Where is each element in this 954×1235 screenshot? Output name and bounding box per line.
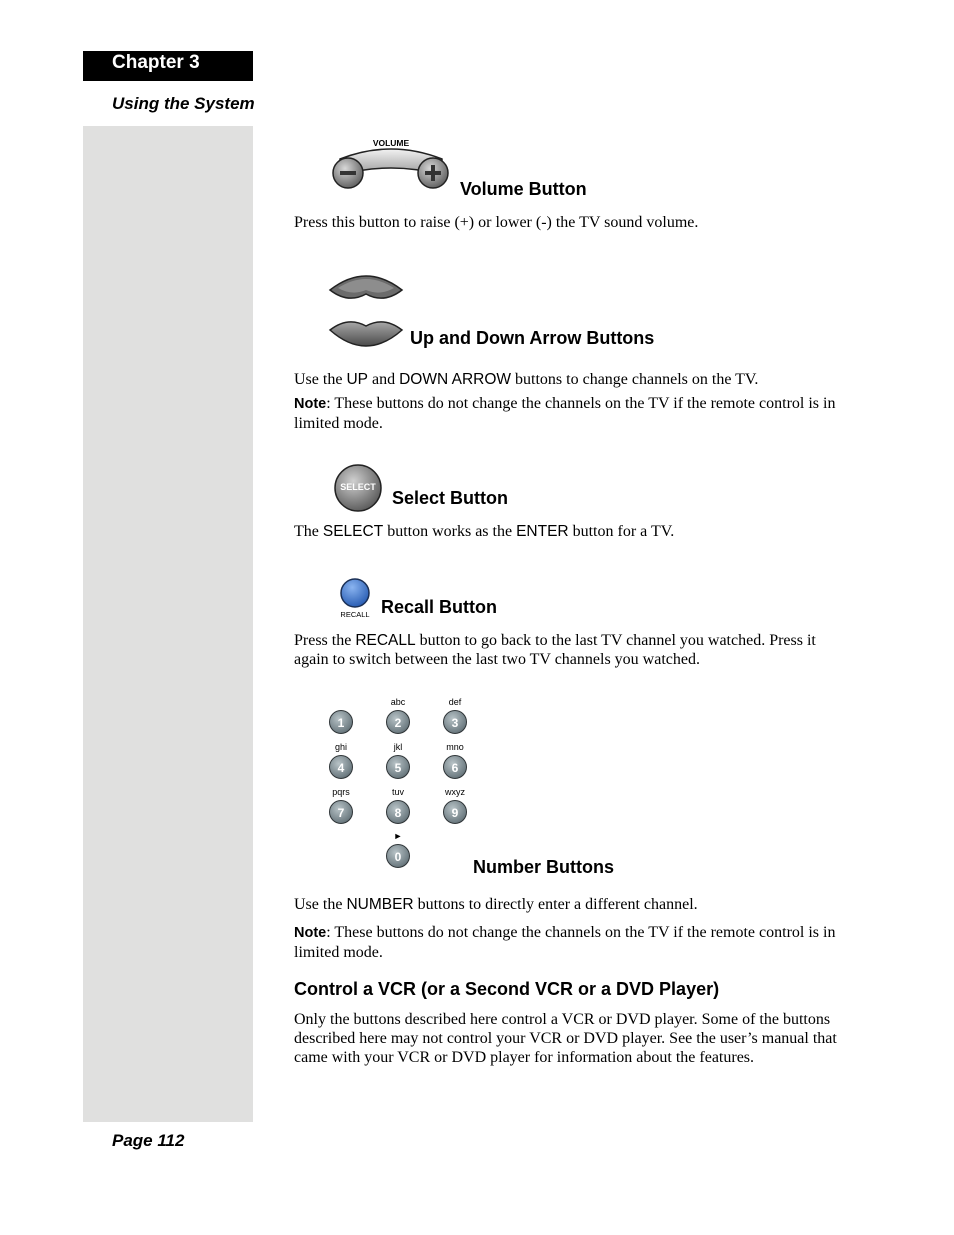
key-button: 3 <box>443 710 467 734</box>
keypad-key <box>373 697 423 734</box>
keypad-key <box>373 831 423 868</box>
number-keypad <box>322 697 482 875</box>
key-letters: tuv <box>391 787 404 797</box>
select-button-icon <box>333 463 383 513</box>
keypad-key <box>373 787 423 824</box>
keypad-key <box>430 742 480 779</box>
recall-icon-label: RECALL <box>340 610 370 619</box>
key-button: 1 <box>329 710 353 734</box>
key-letters <box>316 697 366 708</box>
number-heading: Number Buttons <box>473 857 614 877</box>
arrows-text: Use the UP and DOWN ARROW buttons to change channels on the TV. <box>294 371 759 388</box>
keypad-key <box>316 787 366 824</box>
volume-heading: Volume Button <box>460 179 587 199</box>
keypad-key <box>316 697 366 734</box>
keypad-key <box>316 742 366 779</box>
key-letters: wxyz <box>445 787 465 797</box>
select-icon-label: SELECT <box>340 482 376 492</box>
key-button: 2 <box>386 710 410 734</box>
recall-button-icon <box>336 577 374 621</box>
volume-icon-label: VOLUME <box>372 138 410 148</box>
arrows-heading: Up and Down Arrow Buttons <box>410 328 655 348</box>
key-letters: abc <box>390 697 406 707</box>
number-text: Use the NUMBER buttons to directly enter a different channel. <box>294 896 698 913</box>
section-label: Using the System <box>112 94 255 113</box>
play-arrow-icon: ► <box>393 831 403 841</box>
key-button: 4 <box>329 755 353 779</box>
key-button: 6 <box>443 755 467 779</box>
select-heading: Select Button <box>392 488 509 508</box>
up-down-arrow-buttons-icon <box>324 268 408 356</box>
keypad-key <box>373 742 423 779</box>
key-letters: mno <box>446 742 464 752</box>
select-text: The SELECT button works as the ENTER button for a TV. <box>294 523 675 540</box>
keypad-key <box>430 697 480 734</box>
key-button: 0 <box>386 844 410 868</box>
key-letters: def <box>448 697 462 707</box>
key-letters: pqrs <box>332 787 350 797</box>
key-button: 7 <box>329 800 353 824</box>
number-note: Note: These buttons do not change the channels on the TV if the remote control is in limited mode. <box>294 924 836 961</box>
key-button: 5 <box>386 755 410 779</box>
recall-text: Press the RECALL button to go back to the last TV channel you watched. Press it again to switch between the last two TV channels you watched. <box>294 632 816 668</box>
key-button: 9 <box>443 800 467 824</box>
volume-text: Press this button to raise (+) or lower (-) the TV sound volume. <box>294 214 699 231</box>
key-letters: ghi <box>334 742 347 752</box>
arrows-note: Note: These buttons do not change the channels on the TV if the remote control is in limited mode. <box>294 395 836 432</box>
keypad-key <box>430 787 480 824</box>
chapter-tab: Chapter 3 <box>83 51 253 81</box>
vcr-heading: Control a VCR (or a Second VCR or a DVD Player) <box>294 979 720 999</box>
vcr-text: Only the buttons described here control a VCR or DVD player. Some of the buttons described here may not control your VCR or DVD player. See the user’s manual that came with your VCR or DVD player for information about the features. <box>294 1011 837 1066</box>
page-number: Page 112 <box>112 1131 185 1150</box>
sidebar <box>83 126 253 1122</box>
volume-button-icon <box>330 135 452 195</box>
key-letters: jkl <box>393 742 403 752</box>
recall-heading: Recall Button <box>381 597 498 617</box>
key-button: 8 <box>386 800 410 824</box>
